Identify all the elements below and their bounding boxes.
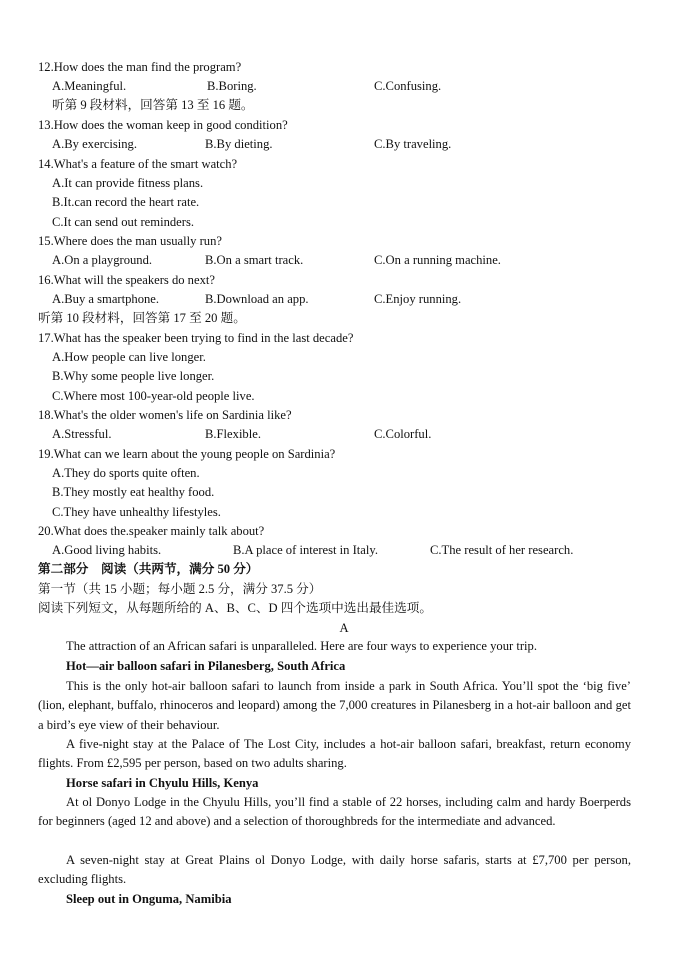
question-19-stem: 19.What can we learn about the young people on Sardinia? <box>38 447 336 461</box>
question-17-option-c: C.Where most 100-year-old people live. <box>52 389 255 403</box>
question-20-stem: 20.What does the.speaker mainly talk about? <box>38 524 265 538</box>
reading-instruction: 阅读下列短文，从每题所给的 A、B、C、D 四个选项中选出最佳选项。 <box>38 601 432 615</box>
question-19-option-a: A.They do sports quite often. <box>52 466 200 480</box>
question-12-option-b: B.Boring. <box>207 79 257 93</box>
question-15-option-a: A.On a playground. <box>52 253 153 267</box>
question-16-option-c: C.Enjoy running. <box>374 292 462 306</box>
question-14-option-b: B.It.can record the heart rate. <box>52 195 200 209</box>
question-12-option-a: A.Meaningful. <box>52 79 127 93</box>
question-20-option-a: A.Good living habits. <box>52 543 162 557</box>
section-title: 第一节（共 15 小题；每小题 2.5 分，满分 37.5 分） <box>38 582 322 596</box>
question-16-option-b: B.Download an app. <box>205 292 309 306</box>
part-title: 第二部分 阅读（共两节，满分 50 分） <box>38 562 259 576</box>
question-15-option-c: C.On a running machine. <box>374 253 501 267</box>
paragraph-balloon-price: A five-night stay at the Palace of The Lost City, includes a hot-air balloon safari, breakfast, return economy flights. From £2,595 per person, based on two adults sharing. <box>38 737 631 771</box>
question-19-option-b: B.They mostly eat healthy food. <box>52 485 215 499</box>
question-14-stem: 14.What's a feature of the smart watch? <box>38 157 238 171</box>
heading-sleep-out: Sleep out in Onguma, Namibia <box>66 892 232 906</box>
question-12-stem: 12.How does the man find the program? <box>38 60 242 74</box>
question-14-option-a: A.It can provide fitness plans. <box>52 176 204 190</box>
question-15-stem: 15.Where does the man usually run? <box>38 234 222 248</box>
passage-10-instruction: 听第 10 段材料，回答第 17 至 20 题。 <box>38 311 246 325</box>
question-20-option-b: B.A place of interest in Italy. <box>233 543 379 557</box>
passage-letter: A <box>339 621 349 635</box>
question-17-option-a: A.How people can live longer. <box>52 350 206 364</box>
paragraph-horse-price: A seven-night stay at Great Plains ol Donyo Lodge, with daily horse safaris, starts at £7,700 per person, excluding flights. <box>38 853 631 887</box>
passage-9-instruction: 听第 9 段材料，回答第 13 至 16 题。 <box>52 98 254 112</box>
question-13-option-b: B.By dieting. <box>205 137 273 151</box>
question-20-option-c: C.The result of her research. <box>430 543 574 557</box>
heading-horse-safari: Horse safari in Chyulu Hills, Kenya <box>66 776 259 790</box>
paragraph-horse-description: At ol Donyo Lodge in the Chyulu Hills, you’ll find a stable of 22 horses, including calm and hardy Boerperds for beginners (aged 12 and above) and a selection of thoroughbreds for the intermediate and advanced. <box>38 795 631 829</box>
question-13-stem: 13.How does the woman keep in good condition? <box>38 118 288 132</box>
question-16-stem: 16.What will the speakers do next? <box>38 273 215 287</box>
question-18-option-c: C.Colorful. <box>374 427 432 441</box>
question-18-option-a: A.Stressful. <box>52 427 112 441</box>
question-17-stem: 17.What has the speaker been trying to find in the last decade? <box>38 331 354 345</box>
passage-intro: The attraction of an African safari is unparalleled. Here are four ways to experience your trip. <box>66 639 538 653</box>
question-18-stem: 18.What's the older women's life on Sardinia like? <box>38 408 292 422</box>
paragraph-balloon-description: This is the only hot-air balloon safari to launch from inside a park in South Africa. You’ll spot the ‘big five’ (lion, elephant, buffalo, rhinoceros and leopard) among the 7,000 creatures in Pilanesberg in a hot-air balloon and get a bird’s eye view of their behaviour. <box>38 679 631 732</box>
question-13-option-c: C.By traveling. <box>374 137 452 151</box>
question-18-option-b: B.Flexible. <box>205 427 261 441</box>
question-14-option-c: C.It can send out reminders. <box>52 215 194 229</box>
question-17-option-b: B.Why some people live longer. <box>52 369 215 383</box>
heading-balloon-safari: Hot—air balloon safari in Pilanesberg, South Africa <box>66 659 346 673</box>
question-12-option-c: C.Confusing. <box>374 79 442 93</box>
question-15-option-b: B.On a smart track. <box>205 253 304 267</box>
question-13-option-a: A.By exercising. <box>52 137 137 151</box>
question-16-option-a: A.Buy a smartphone. <box>52 292 160 306</box>
question-19-option-c: C.They have unhealthy lifestyles. <box>52 505 221 519</box>
